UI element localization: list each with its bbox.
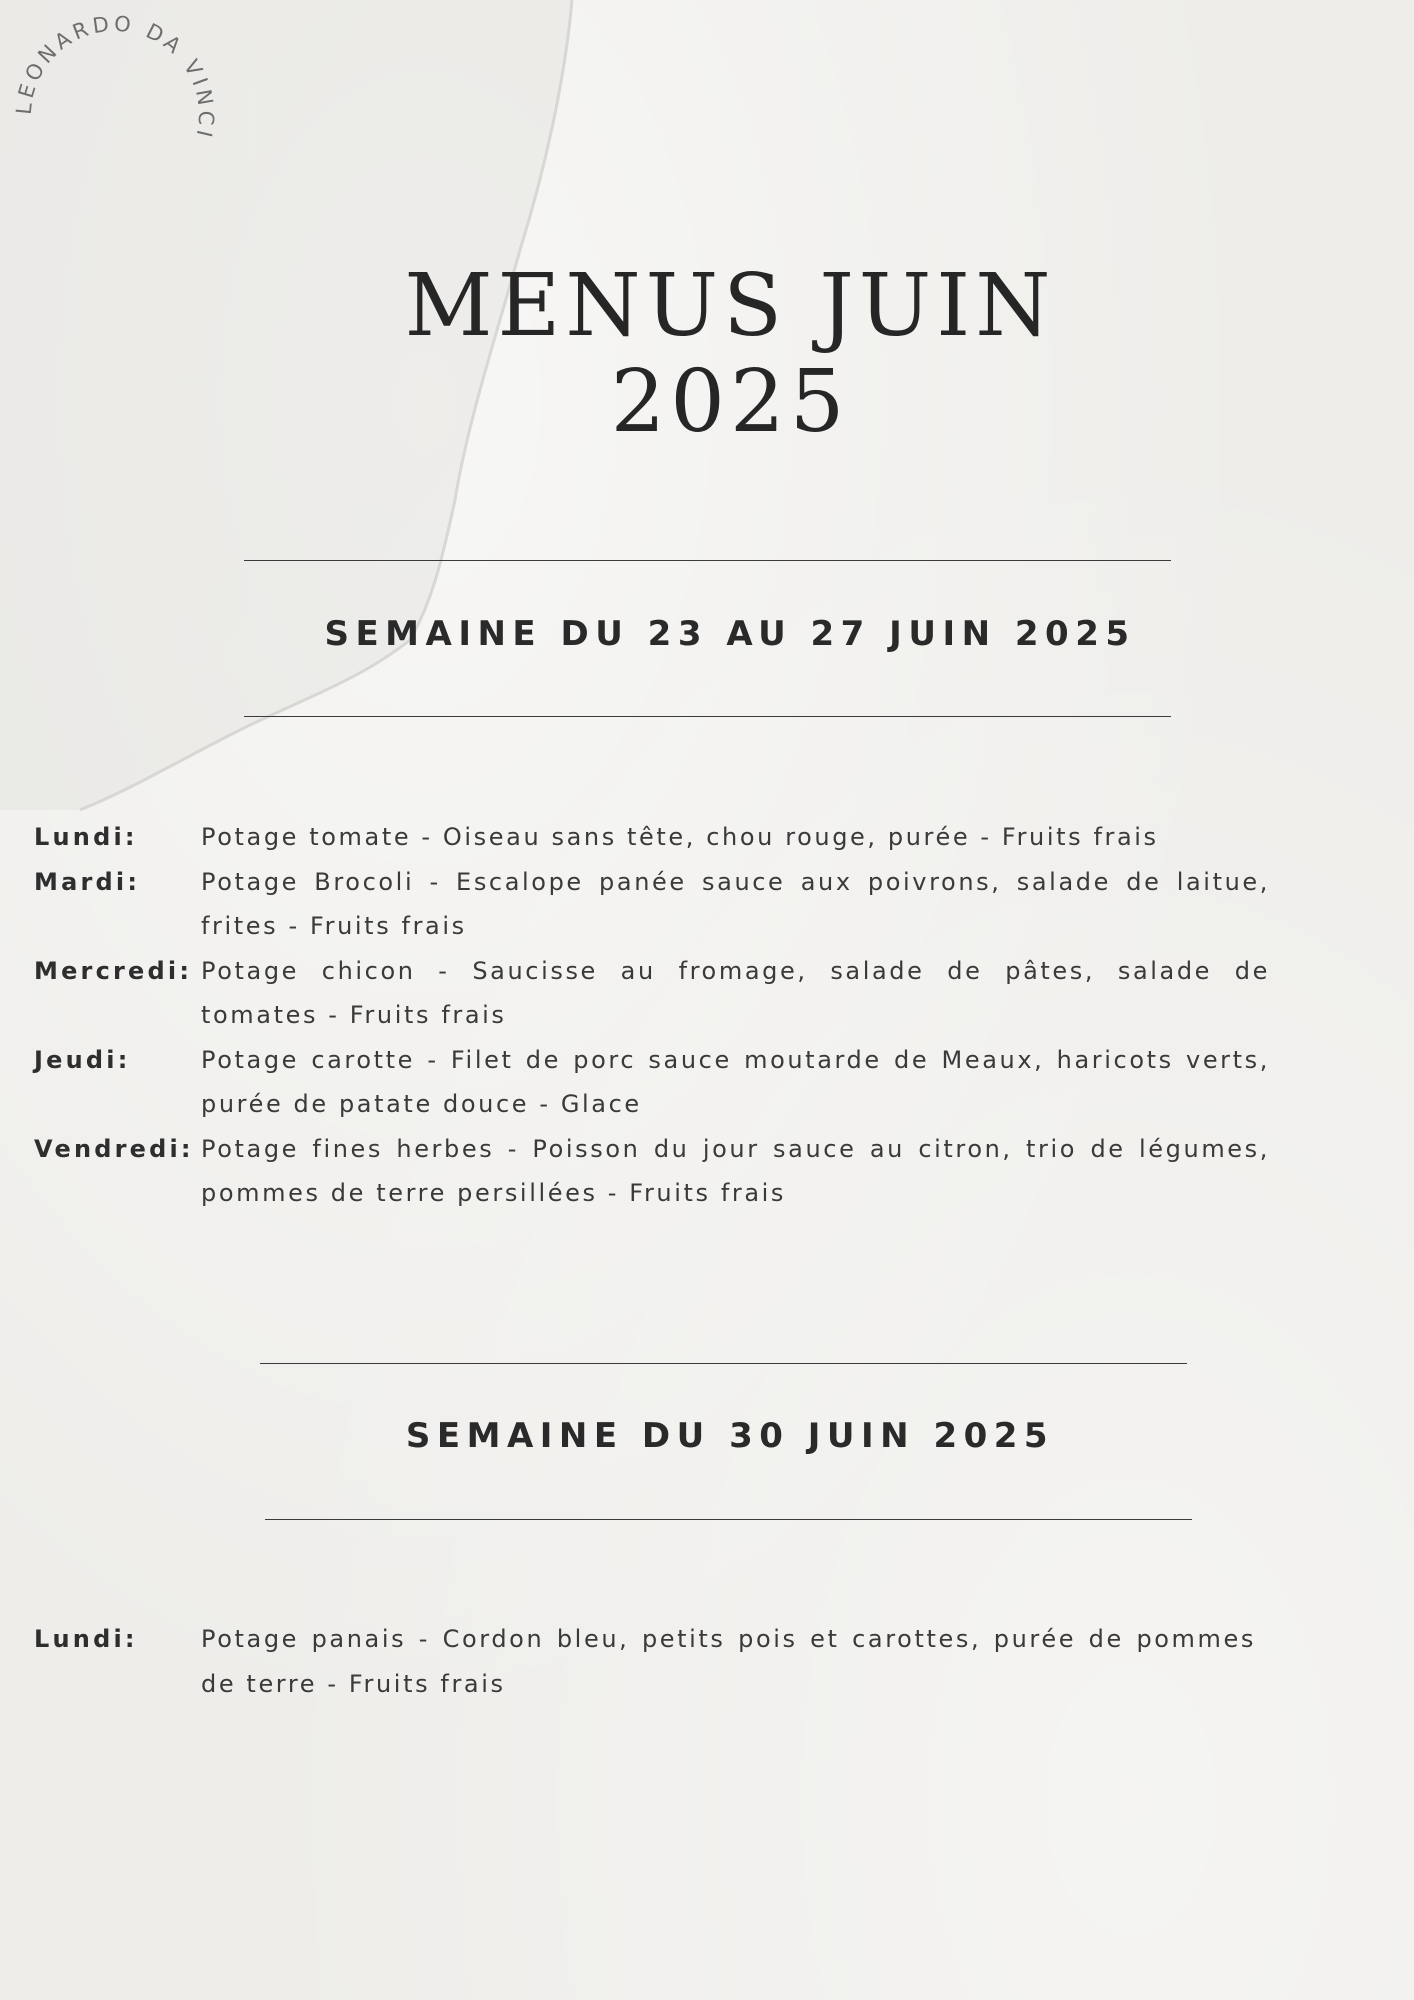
day-label: Lundi: <box>34 823 138 851</box>
menu-text: Potage Brocoli - Escalope panée sauce aux poivrons, salade de laitue, frites - Fruits frais <box>201 867 1270 940</box>
week2-heading: SEMAINE DU 30 JUIN 2025 <box>405 1416 1055 1456</box>
week1-menu-list <box>34 815 1270 1216</box>
menu-text: Potage carotte - Filet de porc sauce moutarde de Meaux, haricots verts, purée de patate douce - Glace <box>201 1045 1270 1118</box>
day-label: Mercredi: <box>34 956 193 985</box>
leonardo-da-vinci-circular-logo <box>10 10 220 220</box>
day-label: Lundi: <box>34 1625 138 1653</box>
day-label: Vendredi: <box>34 1134 194 1163</box>
menu-text: Potage fines herbes - Poisson du jour sauce au citron, trio de légumes, pommes de terre persillées - Fruits frais <box>201 1134 1270 1207</box>
menu-row-week2-lundi <box>34 1617 1256 1706</box>
svg-text:LEONARDO DA VINCI <box>12 11 219 143</box>
menu-row-week1-lundi <box>34 815 1270 860</box>
divider-week1-bottom <box>244 716 1171 717</box>
page-title-line2: 2025 <box>610 352 850 452</box>
week2-menu-list <box>34 1617 1256 1706</box>
seal-text: LEONARDO DA VINCI <box>11 11 219 144</box>
menu-row-week1-vendredi <box>34 1127 1270 1216</box>
menu-row-week1-mercredi <box>34 949 1270 1038</box>
day-label: Mardi: <box>34 867 141 896</box>
menu-text: Potage panais - Cordon bleu, petits pois et carottes, purée de pommes de terre - Fruits frais <box>201 1625 1256 1698</box>
menu-row-week1-mardi <box>34 860 1270 949</box>
page-title-line1: MENUS JUIN <box>404 256 1056 356</box>
page-title <box>0 258 1414 450</box>
divider-week2-bottom <box>265 1519 1192 1520</box>
day-label: Jeudi: <box>34 1045 131 1074</box>
menu-text: Potage chicon - Saucisse au fromage, salade de pâtes, salade de tomates - Fruits frais <box>201 956 1270 1029</box>
menu-text: Potage tomate - Oiseau sans tête, chou rouge, purée - Fruits frais <box>201 823 1159 851</box>
week1-heading: SEMAINE DU 23 AU 27 JUIN 2025 <box>324 614 1136 654</box>
menu-row-week1-jeudi <box>34 1038 1270 1127</box>
divider-week1-top <box>244 560 1171 561</box>
divider-week2-top <box>260 1363 1187 1364</box>
